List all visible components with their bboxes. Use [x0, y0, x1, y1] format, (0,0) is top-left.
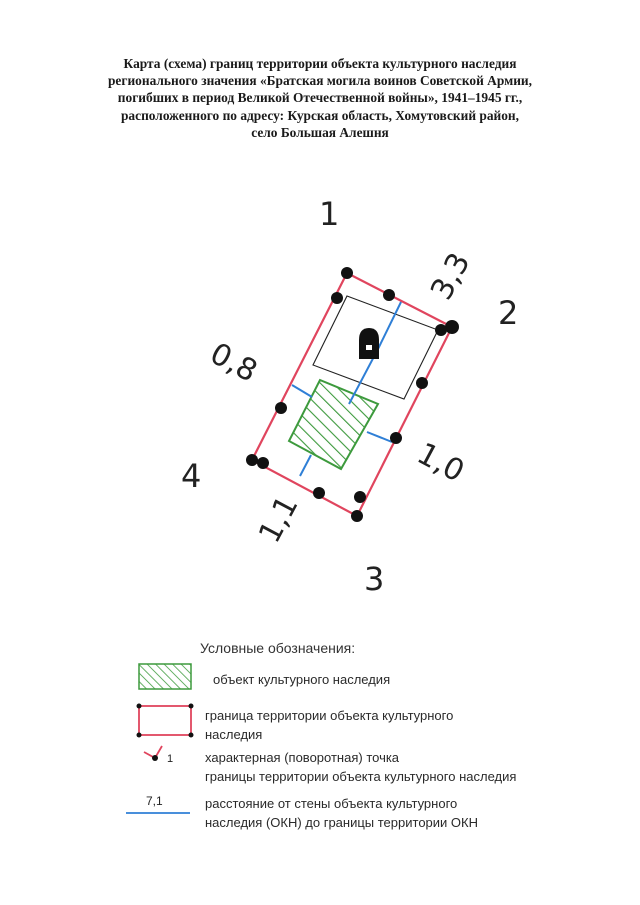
turning-point	[313, 487, 325, 499]
distance-label-west: 0,8	[204, 336, 263, 390]
turning-point	[331, 292, 343, 304]
distance-label-north: 3,3	[424, 247, 478, 306]
turning-point	[246, 454, 258, 466]
turning-point	[445, 320, 459, 334]
legend-symbols	[126, 664, 194, 813]
legend-text-line: наследия (ОКН) до границы территории ОКН	[205, 815, 478, 830]
turning-point	[383, 289, 395, 301]
legend-heritage-symbol	[139, 664, 191, 689]
turning-point	[390, 432, 402, 444]
legend-text-line: границы территории объекта культурного наследия	[205, 769, 517, 784]
title-line: расположенного по адресу: Курская область, Хомутовский район,	[120, 107, 519, 123]
legend-boundary-text	[205, 706, 453, 744]
distance-line-west	[292, 385, 312, 397]
legend-title: Условные обозначения:	[200, 640, 356, 656]
distance-line-east	[367, 432, 392, 442]
legend-text-line: характерная (поворотная) точка	[205, 750, 400, 765]
title-line: село Большая Алешня	[251, 124, 389, 140]
side-label-1: 1	[319, 195, 340, 233]
legend-point-symbol	[144, 746, 173, 765]
side-label-4: 4	[181, 457, 202, 495]
legend-heritage-text: объект культурного наследия	[213, 672, 391, 687]
distance-label-south: 1,1	[252, 490, 306, 549]
title-line: регионального значения «Братская могила воинов Советской Армии,	[107, 73, 532, 89]
side-label-2: 2	[498, 294, 519, 332]
legend-text-line: граница территории объекта культурного	[205, 708, 454, 723]
turning-point	[354, 491, 366, 503]
legend-point-text	[205, 748, 516, 786]
legend-distance-symbol	[126, 794, 190, 813]
turning-point	[257, 457, 269, 469]
turning-point	[341, 267, 353, 279]
turning-point	[435, 324, 447, 336]
distance-line-south	[300, 455, 311, 476]
title-line: погибших в период Великой Отечественной войны», 1941–1945 гг.,	[117, 90, 523, 106]
legend-distance-text	[205, 794, 478, 832]
turning-point	[351, 510, 363, 522]
legend-text-line: расстояние от стены объекта культурного	[205, 796, 458, 811]
side-label-3: 3	[364, 560, 385, 598]
distance-label-east: 1,0	[411, 436, 470, 490]
title-line: Карта (схема) границ территории объекта культурного наследия	[123, 56, 517, 71]
legend-point-label: 1	[167, 753, 174, 765]
turning-point	[275, 402, 287, 414]
legend-text-line: наследия	[205, 727, 263, 742]
heritage-object	[289, 380, 378, 469]
turning-point	[416, 377, 428, 389]
legend-distance-label: 7,1	[146, 794, 163, 808]
legend-boundary-symbol	[137, 704, 194, 738]
memorial-icon	[359, 328, 379, 359]
